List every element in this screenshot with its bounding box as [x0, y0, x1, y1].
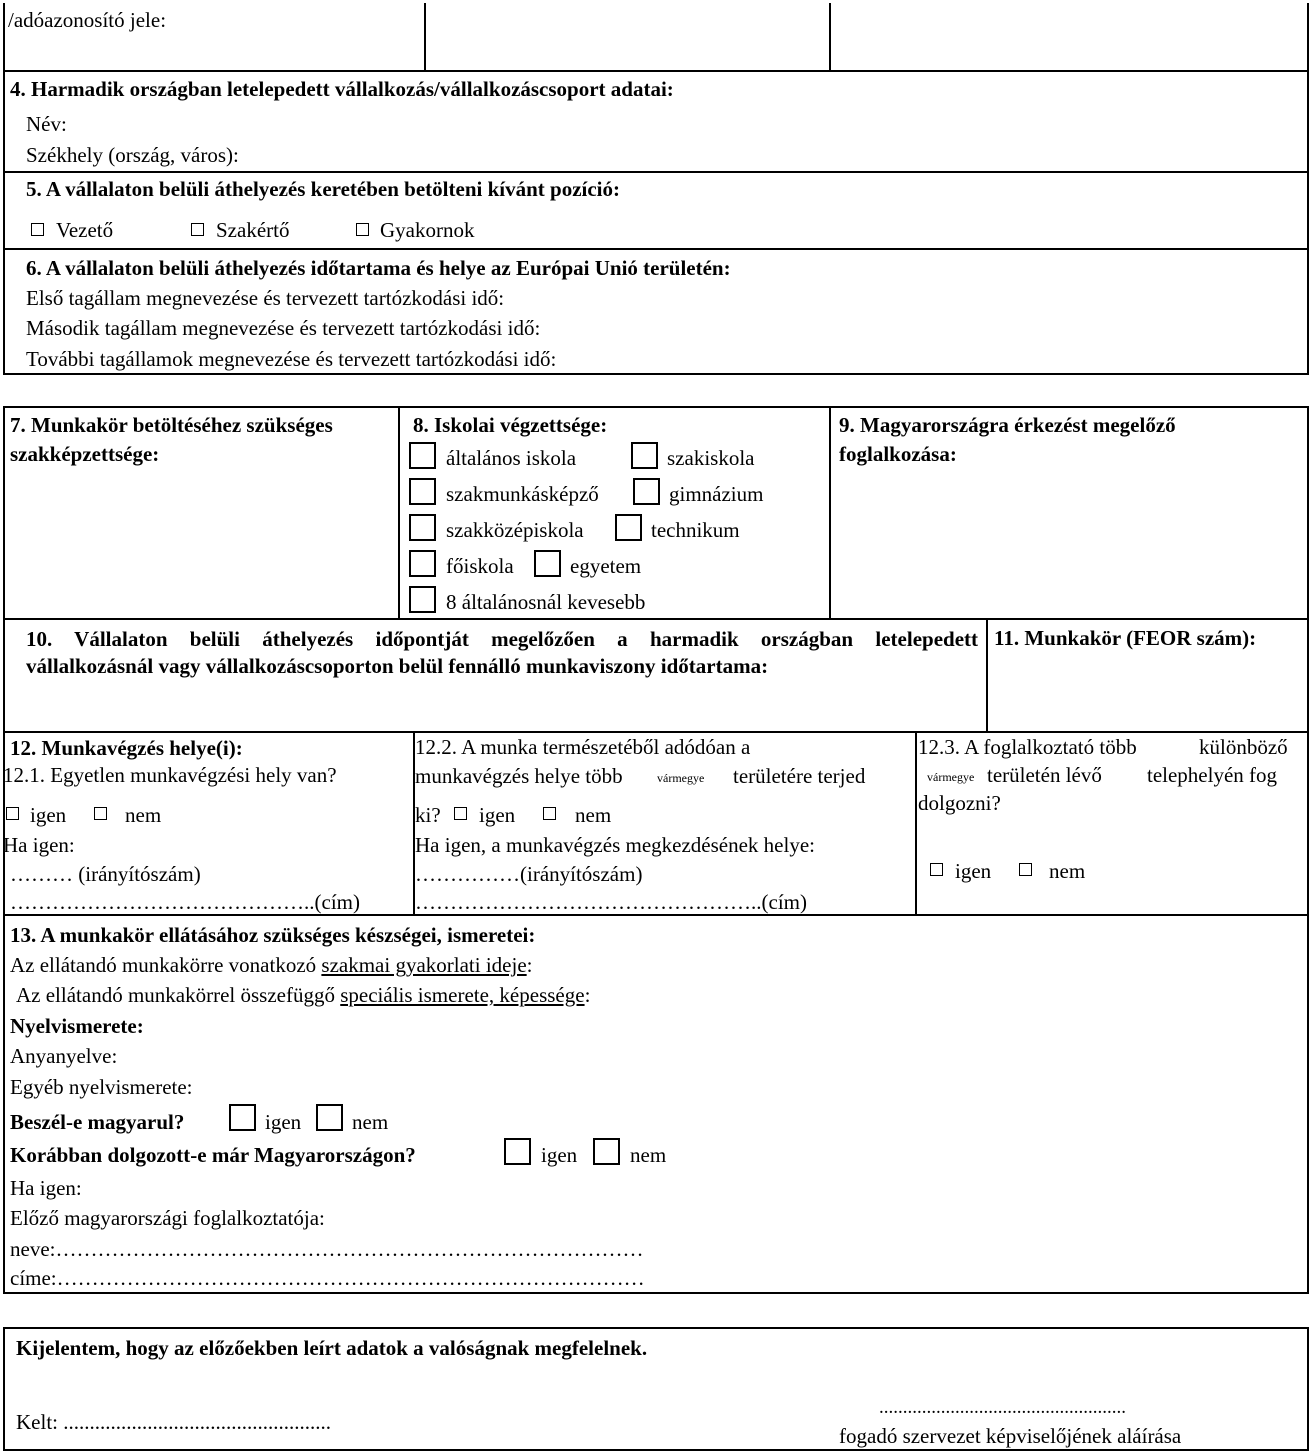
tax-id-row-bottom: [3, 70, 1309, 72]
checkbox-altalanos-iskola[interactable]: [409, 442, 436, 469]
s13-prev-work-yes: igen: [541, 1143, 578, 1167]
s5-bottom: [3, 248, 1309, 250]
s12-3-county: vármegye: [927, 770, 975, 784]
s11-title: 11. Munkakör (FEOR szám):: [994, 626, 1257, 650]
s13-prev-employer-address: címe:…………………………………………………………………………: [10, 1266, 645, 1290]
s12-2-question-line2-post: területére terjed: [733, 764, 866, 788]
checkbox-szakerto[interactable]: [191, 223, 204, 236]
checkbox-gyakornok[interactable]: [356, 223, 369, 236]
checkbox-szakiskola[interactable]: [631, 442, 658, 469]
s12-2-yes-label: igen: [479, 803, 516, 827]
s13-special-line: Az ellátandó munkakörrel összefüggő speciális ismerete, képessége:: [16, 983, 591, 1007]
s12-1-question: 12.1. Egyetlen munkavégzési hely van?: [3, 763, 337, 787]
row12-bottom: [3, 914, 1309, 916]
checkbox-12-2-nem[interactable]: [543, 807, 556, 820]
option-egyetem: egyetem: [570, 554, 642, 578]
declaration-date: Kelt: ...................................................: [16, 1410, 331, 1434]
checkbox-12-1-nem[interactable]: [94, 807, 107, 820]
s12-2-address: …………………………………………..(cím): [415, 890, 807, 914]
checkbox-hungarian-igen[interactable]: [229, 1104, 256, 1131]
s12-3-question-line1-b: különböző: [1199, 735, 1288, 759]
s9-title-line1: 9. Magyarországra érkezést megelőző: [839, 413, 1176, 437]
s13-other-language: Egyéb nyelvismerete:: [10, 1075, 193, 1099]
s5-title: 5. A vállalaton belüli áthelyezés keretében betölteni kívánt pozíció:: [26, 177, 620, 201]
s12-1-zip: ……… (irányítószám): [10, 862, 201, 886]
option-foiskola: főiskola: [446, 554, 514, 578]
checkbox-hungarian-nem[interactable]: [316, 1104, 343, 1131]
s6-line-1: Első tagállam megnevezése és tervezett tartózkodási idő:: [26, 286, 505, 310]
s12-2-question-line2-pre: munkavégzés helye több: [415, 764, 623, 788]
s13-prev-work-no: nem: [630, 1143, 667, 1167]
top-border-bottom: [3, 373, 1309, 375]
s13-hungarian-no: nem: [352, 1110, 389, 1134]
s4-bottom: [3, 171, 1309, 173]
top-border-right: [1307, 3, 1309, 375]
row1011-bottom: [3, 731, 1309, 733]
s10-title-line1: 10. Vállalaton belüli áthelyezés időpontját megelőzően a harmadik országban letelepedett: [26, 627, 978, 651]
checkbox-prev-work-igen[interactable]: [504, 1138, 531, 1165]
top-border-left: [3, 3, 5, 375]
s10-title-line2: vállalkozásnál vagy vállalkozáscsoporton belül fennálló munkaviszony időtartama:: [26, 654, 769, 678]
s12-1-if-yes: Ha igen:: [3, 833, 75, 857]
signature-line: ....................................................: [879, 1397, 1126, 1418]
mid-border-right: [1307, 406, 1309, 1294]
option-szakkozepiskola: szakközépiskola: [446, 518, 584, 542]
s13-prev-work-question: Korábban dolgozott-e már Magyarországon?: [10, 1143, 416, 1167]
checkbox-szakkozepiskola[interactable]: [409, 514, 436, 541]
signature-label: fogadó szervezet képviselőjének aláírása: [839, 1424, 1182, 1448]
s12-1-yes-label: igen: [30, 803, 67, 827]
checkbox-foiskola[interactable]: [409, 550, 436, 577]
s6-title: 6. A vállalaton belüli áthelyezés időtartama és helye az Európai Unió területén:: [26, 256, 731, 280]
declaration-text: Kijelentem, hogy az előzőekben leírt adatok a valóságnak megfelelnek.: [16, 1336, 648, 1360]
s12-2-county: vármegye: [657, 771, 705, 785]
s12-3-question-line3: dolgozni?: [918, 791, 1001, 815]
s12-2-if-yes: Ha igen, a munkavégzés megkezdésének helye:: [415, 833, 815, 857]
s12-1-address: ……………………………………..(cím): [10, 890, 360, 914]
s4-seat-label: Székhely (ország, város):: [26, 143, 239, 167]
checkbox-12-3-igen[interactable]: [930, 863, 943, 876]
s13-practice-line: Az ellátandó munkakörre vonatkozó szakmai gyakorlati ideje:: [10, 953, 533, 977]
s12-3-question-line2-b: telephelyén fog: [1147, 763, 1278, 787]
checkbox-12-1-igen[interactable]: [6, 807, 19, 820]
s12-1-no-label: nem: [125, 803, 162, 827]
s8-title: 8. Iskolai végzettsége:: [413, 413, 608, 437]
tax-id-divider-2: [829, 3, 831, 71]
s13-title: 13. A munkakör ellátásához szükséges készségei, ismeretei:: [10, 923, 536, 947]
s9-title-line2: foglalkozása:: [839, 442, 957, 466]
option-technikum: technikum: [651, 518, 740, 542]
checkbox-technikum[interactable]: [615, 514, 642, 541]
option-szakerto: Szakértő: [216, 218, 290, 242]
checkbox-egyetem[interactable]: [534, 550, 561, 577]
option-8-altalanosnal-kevesebb: 8 általánosnál kevesebb: [446, 590, 646, 614]
s4-name-label: Név:: [26, 112, 67, 136]
checkbox-prev-work-nem[interactable]: [593, 1138, 620, 1165]
s13-hungarian-question: Beszél-e magyarul?: [10, 1110, 185, 1134]
s12-2-no-label: nem: [575, 803, 612, 827]
s13-if-yes: Ha igen:: [10, 1176, 82, 1200]
checkbox-szakmunkaskepzo[interactable]: [409, 478, 436, 505]
s13-language-title: Nyelvismerete:: [10, 1014, 144, 1038]
s6-line-2: Második tagállam megnevezése és tervezett tartózkodási idő:: [26, 316, 541, 340]
s12-title: 12. Munkavégzés helye(i):: [10, 736, 243, 760]
s12-3-question-line2-a: területén lévő: [987, 763, 1102, 787]
s8-s9-divider: [829, 406, 831, 620]
row789-bottom: [3, 618, 1309, 620]
s7-title-line2: szakképzettsége:: [10, 442, 160, 466]
option-altalanos-iskola: általános iskola: [446, 446, 577, 470]
s13-prev-employer: Előző magyarországi foglalkoztatója:: [10, 1206, 325, 1230]
s6-line-3: További tagállamok megnevezése és tervezett tartózkodási idő:: [26, 347, 557, 371]
s13-native-language: Anyanyelve:: [10, 1044, 118, 1068]
option-szakiskola: szakiskola: [667, 446, 755, 470]
s12-2-question-line1: 12.2. A munka természetéből adódóan a: [415, 735, 751, 759]
option-vezeto: Vezető: [56, 218, 114, 242]
s13-practice-underlined: szakmai gyakorlati ideje: [321, 953, 527, 977]
s13-special-underlined: speciális ismerete, képessége: [340, 983, 585, 1007]
s12-3-no-label: nem: [1049, 859, 1086, 883]
option-gimnazium: gimnázium: [669, 482, 764, 506]
s12-3-yes-label: igen: [955, 859, 992, 883]
s13-hungarian-yes: igen: [265, 1110, 302, 1134]
s12-2-question-line3: ki?: [415, 803, 441, 827]
s7-title-line1: 7. Munkakör betöltéséhez szükséges: [10, 413, 333, 437]
s10-s11-divider: [986, 618, 988, 732]
s4-title: 4. Harmadik országban letelepedett vállalkozás/vállalkozáscsoport adatai:: [10, 77, 674, 101]
tax-id-label: /adóazonosító jele:: [8, 8, 167, 32]
s7-s8-divider: [398, 406, 400, 620]
checkbox-12-3-nem[interactable]: [1019, 863, 1032, 876]
checkbox-8-altalanosnal-kevesebb[interactable]: [409, 586, 436, 613]
mid-border-top: [3, 406, 1309, 408]
s12-3-question-line1-a: 12.3. A foglalkoztató több: [918, 735, 1137, 759]
s12-2-zip: ……………(irányítószám): [415, 862, 643, 886]
mid-border-bottom: [3, 1292, 1309, 1294]
s12-col-divider-2: [915, 731, 917, 915]
checkbox-gimnazium[interactable]: [633, 478, 660, 505]
checkbox-12-2-igen[interactable]: [454, 807, 467, 820]
s13-prev-employer-name: neve:…………………………………………………………………………: [10, 1237, 644, 1261]
checkbox-vezeto[interactable]: [31, 223, 44, 236]
option-szakmunkaskepzo: szakmunkásképző: [446, 482, 599, 506]
tax-id-divider-1: [424, 3, 426, 71]
option-gyakornok: Gyakornok: [380, 218, 475, 242]
